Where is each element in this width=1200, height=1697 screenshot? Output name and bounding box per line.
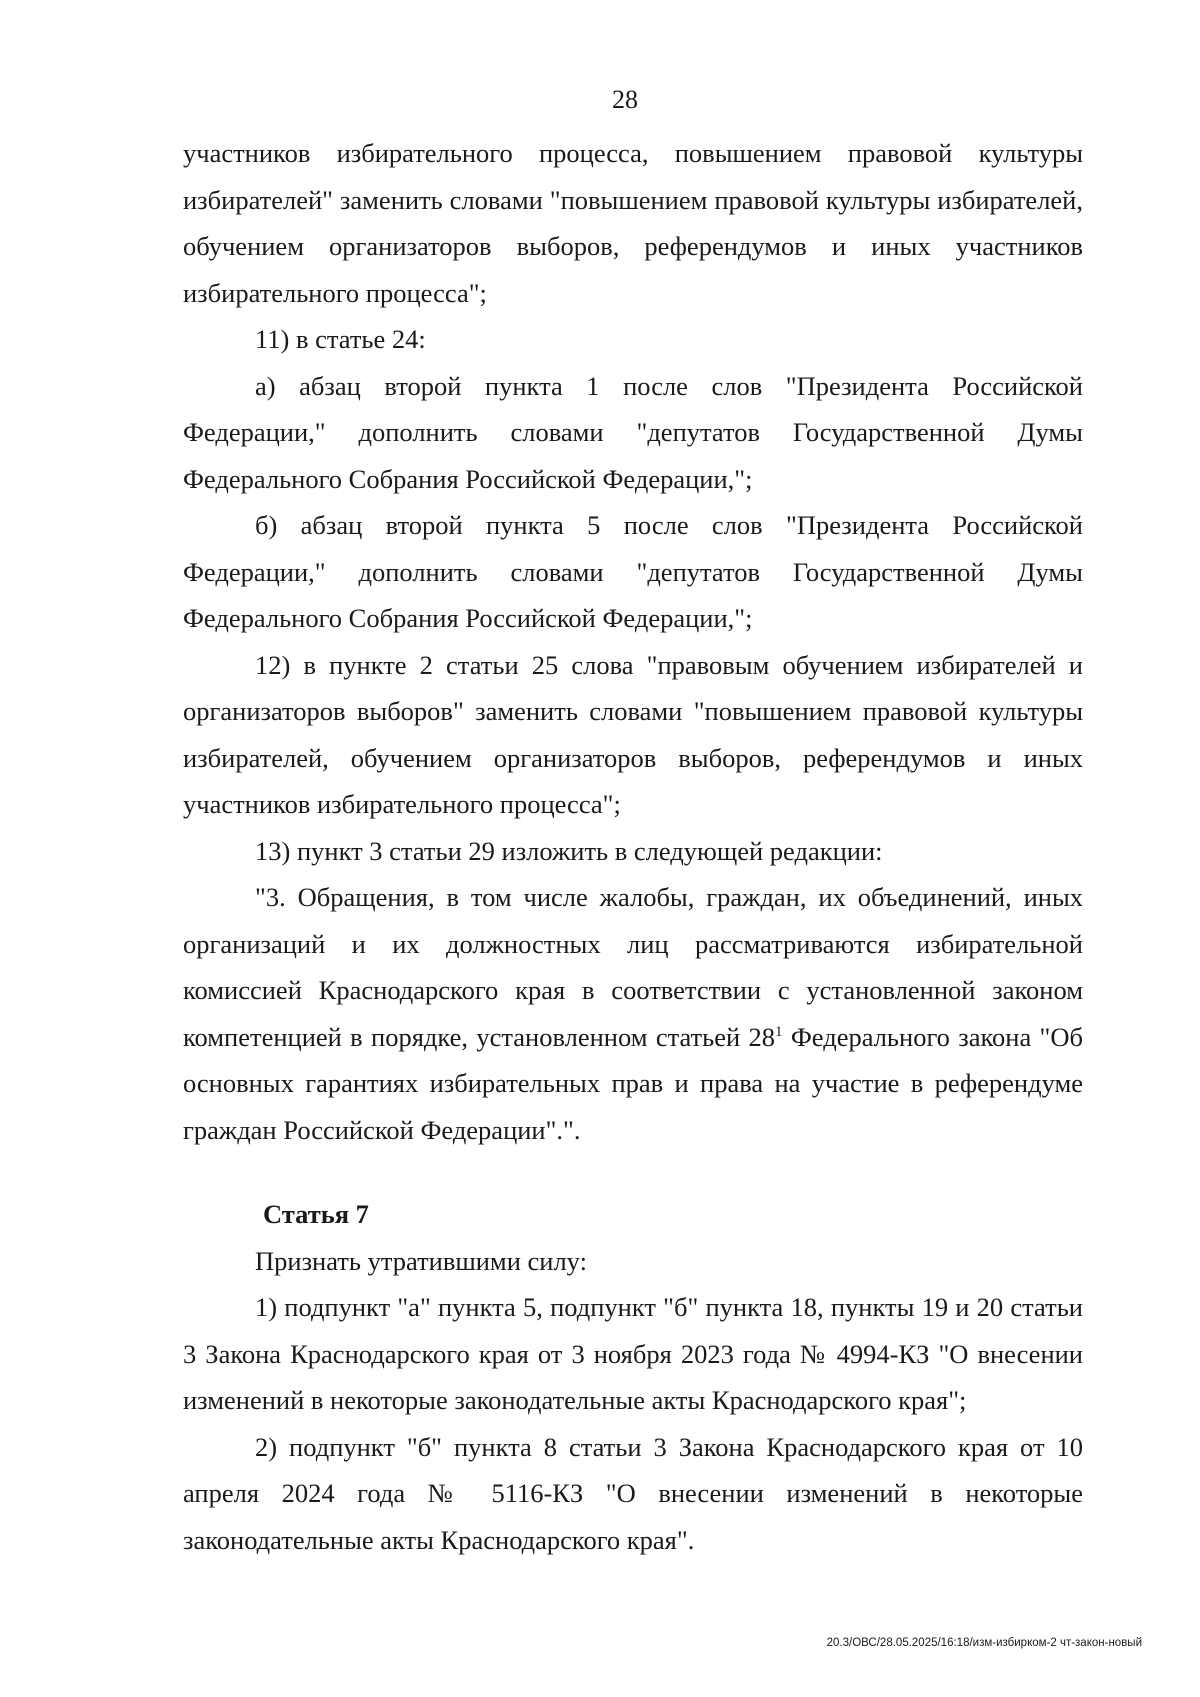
quoted-new-text (183, 874, 1083, 1153)
quote-text-end: Федерального закона "Об основных гарантиях избирательных прав и права на участие в референдуме граждан Российской Федерации".". (183, 1021, 1083, 1145)
article-heading: Статья 7 (263, 1199, 369, 1229)
paragraph-item-11: 11) в статье 24: (255, 324, 426, 354)
article-intro: Признать утратившими силу: (255, 1245, 587, 1276)
page-number: 28 (612, 85, 638, 114)
document-body (183, 130, 1083, 1563)
section-gap (183, 1153, 1083, 1191)
paragraph-subitem-a: а) абзац второй пункта 1 после слов "Президента Российской Федерации," дополнить словами "депутатов Государственной Думы Федерального Собрания Российской Федерации,"; (183, 370, 1083, 494)
quote-text-start: "3. Обращения, в том числе жалобы, граждан, их объединений, иных организаций и их должностных лиц рассматриваются избирательной комиссией Краснодарского края в соответствии с установленной законом компетенцией в порядке, установленном статьей 28 (183, 882, 1083, 1052)
paragraph-continuation: участников избирательного процесса, повышением правовой культуры избирателей" заменить словами "повышением правовой культуры избирателей, обучением организаторов выборов, референдумов и иных участников избирательного процесса"; (183, 138, 1083, 308)
paragraph-item-13: 13) пункт 3 статьи 29 изложить в следующей редакции: (255, 835, 883, 866)
article-item-1: 1) подпункт "а" пункта 5, подпункт "б" пункта 18, пункты 19 и 20 статьи 3 Закона Краснодарского края от 3 ноября 2023 года № 4994-КЗ "О внесении изменений в некоторые законодательные акты Краснодарского края"; (183, 1292, 1083, 1415)
superscript: 1 (775, 1023, 783, 1040)
paragraph-subitem-b: б) абзац второй пункта 5 после слов "Президента Российской Федерации," дополнить словами "депутатов Государственной Думы Федерального Собрания Российской Федерации,"; (183, 510, 1083, 633)
footer-stamp: 20.3/ОВС/28.05.2025/16:18/изм-избирком-2 чт-закон-новый (826, 1637, 1142, 1649)
paragraph-item-12: 12) в пункте 2 статьи 25 слова "правовым обучением избирателей и организаторов выборов" заменить словами "повышением правовой культуры избирателей, обучением организаторов выборов, референдумов и иных участников избирательного процесса"; (183, 649, 1083, 819)
article-item-2: 2) подпункт "б" пункта 8 статьи 3 Закона Краснодарского края от 10 апреля 2024 года № 5116-КЗ "О внесении изменений в некоторые законодательные акты Краснодарского края". (183, 1431, 1083, 1555)
